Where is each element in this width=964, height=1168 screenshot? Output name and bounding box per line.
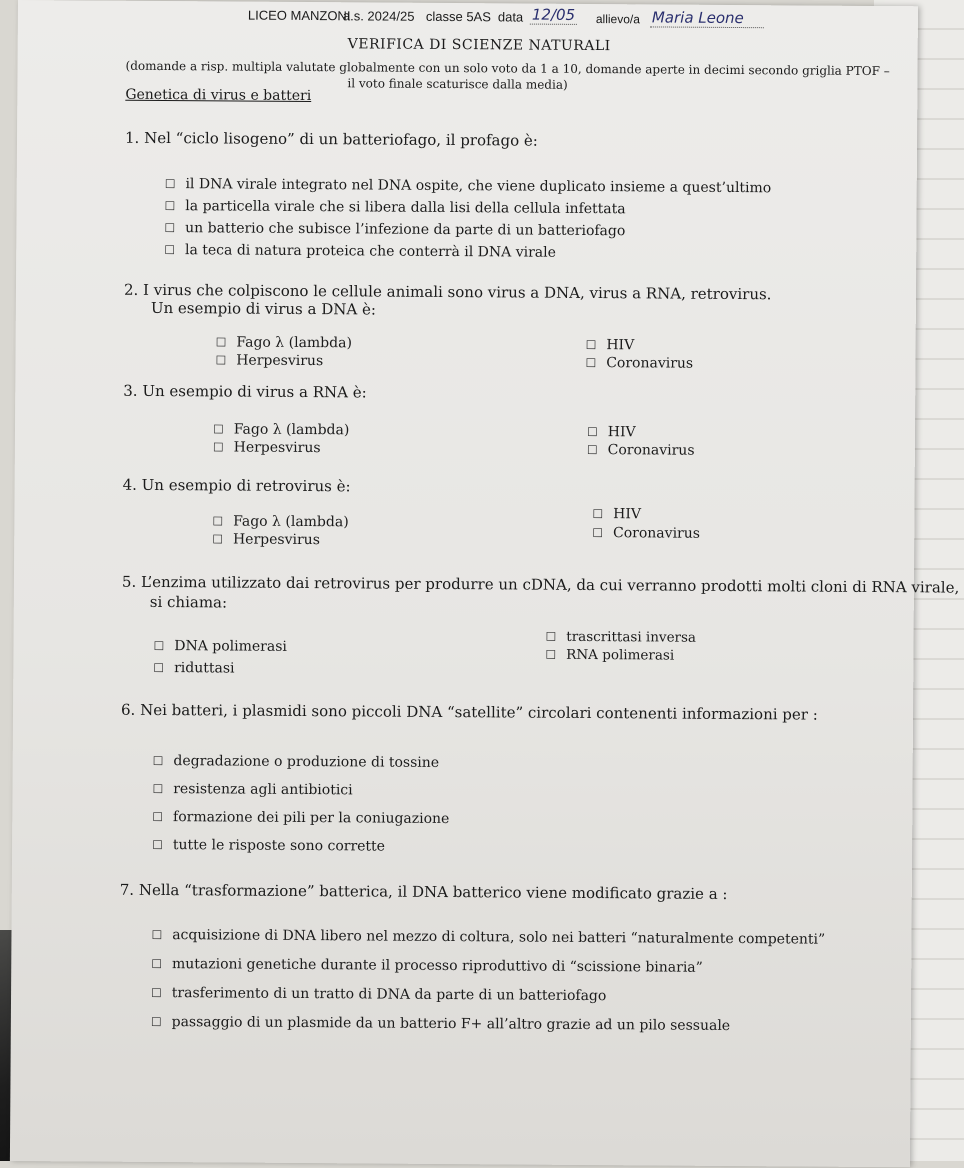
checkbox-icon[interactable]: ☐ <box>152 753 164 769</box>
class-label: classe 5AS <box>425 8 491 25</box>
checkbox-icon[interactable]: ☐ <box>153 660 165 676</box>
instructions-line-2: il voto finale scaturisce dalla media) <box>347 76 568 92</box>
checkbox-icon[interactable]: ☐ <box>585 337 597 353</box>
q3-option-1[interactable]: ☐ Fago λ (lambda) <box>212 421 350 439</box>
q7-option-1[interactable]: ☐ acquisizione di DNA libero nel mezzo di coltura, solo nei batteri “naturalmente competenti” <box>151 927 826 948</box>
q5-option-2[interactable]: ☐ DNA polimerasi <box>153 638 287 655</box>
question-1: 1. Nel “ciclo lisogeno” di un batteriofago, il profago è: <box>124 128 538 150</box>
checkbox-icon[interactable]: ☐ <box>152 837 163 853</box>
checkbox-icon[interactable]: ☐ <box>152 781 164 797</box>
q2-option-1[interactable]: ☐ Fago λ (lambda) <box>215 334 353 352</box>
q7-option-2[interactable]: ☐ mutazioni genetiche durante il processo riproduttivo di “scissione binaria” <box>151 956 703 976</box>
checkbox-icon[interactable]: ☐ <box>215 335 227 350</box>
checkbox-icon[interactable]: ☐ <box>164 177 176 192</box>
checkbox-icon[interactable]: ☐ <box>164 199 176 214</box>
instructions-line-1: (domande a risp. multipla valutate globalmente con un solo voto da 1 a 10, domande aperte in decimi secondo griglia PTOF – <box>125 58 890 79</box>
question-4: 4. Un esempio di retrovirus è: <box>122 475 351 496</box>
q3-option-2[interactable]: ☐ HIV <box>586 424 636 441</box>
q2-option-3[interactable]: ☐ Herpesvirus <box>215 352 324 370</box>
question-6: 6. Nei batteri, i plasmidi sono piccoli DNA “satellite” circolari contenenti informazioni per : <box>120 700 818 724</box>
checkbox-icon[interactable]: ☐ <box>586 424 598 440</box>
date-label: data <box>497 9 524 25</box>
question-5: 5. L’enzima utilizzato dai retrovirus per produrre un cDNA, da cui verranno prodotti molti cloni di RNA virale, <box>121 572 960 597</box>
checkbox-icon[interactable]: ☐ <box>545 629 557 644</box>
q1-option-1[interactable]: ☐ il DNA virale integrato nel DNA ospite, che viene duplicato insieme a quest’ultimo <box>164 176 772 197</box>
question-5-subtext: si chiama: <box>149 592 228 612</box>
q3-option-3[interactable]: ☐ Herpesvirus <box>212 439 321 457</box>
q6-option-3[interactable]: ☐ formazione dei pili per la coniugazione <box>152 809 450 828</box>
q1-option-4[interactable]: ☐ la teca di natura proteica che conterrà il DNA virale <box>164 242 556 261</box>
school-year: a.s. 2024/25 <box>342 8 415 24</box>
checkbox-icon[interactable]: ☐ <box>215 353 227 368</box>
checkbox-icon[interactable]: ☐ <box>150 1014 162 1030</box>
q4-option-1[interactable]: ☐ HIV <box>592 506 642 523</box>
checkbox-icon[interactable]: ☐ <box>212 514 224 529</box>
checkbox-icon[interactable]: ☐ <box>586 442 598 458</box>
checkbox-icon[interactable]: ☐ <box>152 809 164 825</box>
checkbox-icon[interactable]: ☐ <box>153 638 165 654</box>
student-label: allievo/a <box>595 12 640 27</box>
checkbox-icon[interactable]: ☐ <box>151 927 163 943</box>
q4-option-4[interactable]: ☐ Herpesvirus <box>212 531 320 549</box>
checkbox-icon[interactable]: ☐ <box>592 507 604 522</box>
q6-option-4[interactable]: ☐ tutte le risposte sono corrette <box>152 837 386 855</box>
q5-option-3[interactable]: ☐ RNA polimerasi <box>545 646 675 664</box>
checkbox-icon[interactable]: ☐ <box>151 985 162 1001</box>
page-title: VERIFICA DI SCIENZE NATURALI <box>347 36 611 55</box>
checkbox-icon[interactable]: ☐ <box>164 221 176 236</box>
checkbox-icon[interactable]: ☐ <box>212 422 224 437</box>
q5-option-4[interactable]: ☐ riduttasi <box>153 660 235 677</box>
checkbox-icon[interactable]: ☐ <box>212 440 224 455</box>
question-3: 3. Un esempio di virus a RNA è: <box>123 381 367 402</box>
q1-option-2[interactable]: ☐ la particella virale che si libera dalla lisi della cellula infettata <box>164 198 626 218</box>
q6-option-1[interactable]: ☐ degradazione o produzione di tossine <box>152 753 440 771</box>
q1-option-3[interactable]: ☐ un batterio che subisce l’infezione da parte di un batteriofago <box>164 220 626 240</box>
q2-option-4[interactable]: ☐ Coronavirus <box>585 355 694 372</box>
q3-option-4[interactable]: ☐ Coronavirus <box>586 442 695 459</box>
q4-option-3[interactable]: ☐ Coronavirus <box>592 525 701 542</box>
question-2-subtext: Un esempio di virus a DNA è: <box>150 298 376 319</box>
q5-option-1[interactable]: ☐ trascrittasi inversa <box>545 628 697 646</box>
checkbox-icon[interactable]: ☐ <box>164 243 176 258</box>
q2-option-2[interactable]: ☐ HIV <box>585 337 635 354</box>
question-7: 7. Nella “trasformazione” batterica, il DNA batterico viene modificato grazie a : <box>119 880 728 903</box>
q7-option-4[interactable]: ☐ passaggio di un plasmide da un batterio F+ all’altro grazie ad un pilo sessuale <box>150 1014 731 1034</box>
school-name: LICEO MANZONI <box>247 7 351 24</box>
checkbox-icon[interactable]: ☐ <box>585 355 597 371</box>
date-field[interactable]: 12/05 <box>530 6 577 25</box>
checkbox-icon[interactable]: ☐ <box>545 647 557 662</box>
section-heading: Genetica di virus e batteri <box>125 86 312 105</box>
checkbox-icon[interactable]: ☐ <box>212 532 224 547</box>
q6-option-2[interactable]: ☐ resistenza agli antibiotici <box>152 781 353 799</box>
student-name-field[interactable]: Maria Leone <box>650 8 764 28</box>
checkbox-icon[interactable]: ☐ <box>151 956 163 972</box>
q4-option-2[interactable]: ☐ Fago λ (lambda) <box>212 513 349 531</box>
question-2: 2. I virus che colpiscono le cellule animali sono virus a DNA, virus a RNA, retrovirus. <box>123 280 772 304</box>
test-sheet <box>10 0 960 1167</box>
checkbox-icon[interactable]: ☐ <box>592 526 604 541</box>
q7-option-3[interactable]: ☐ trasferimento di un tratto di DNA da parte di un batteriofago <box>151 985 607 1005</box>
